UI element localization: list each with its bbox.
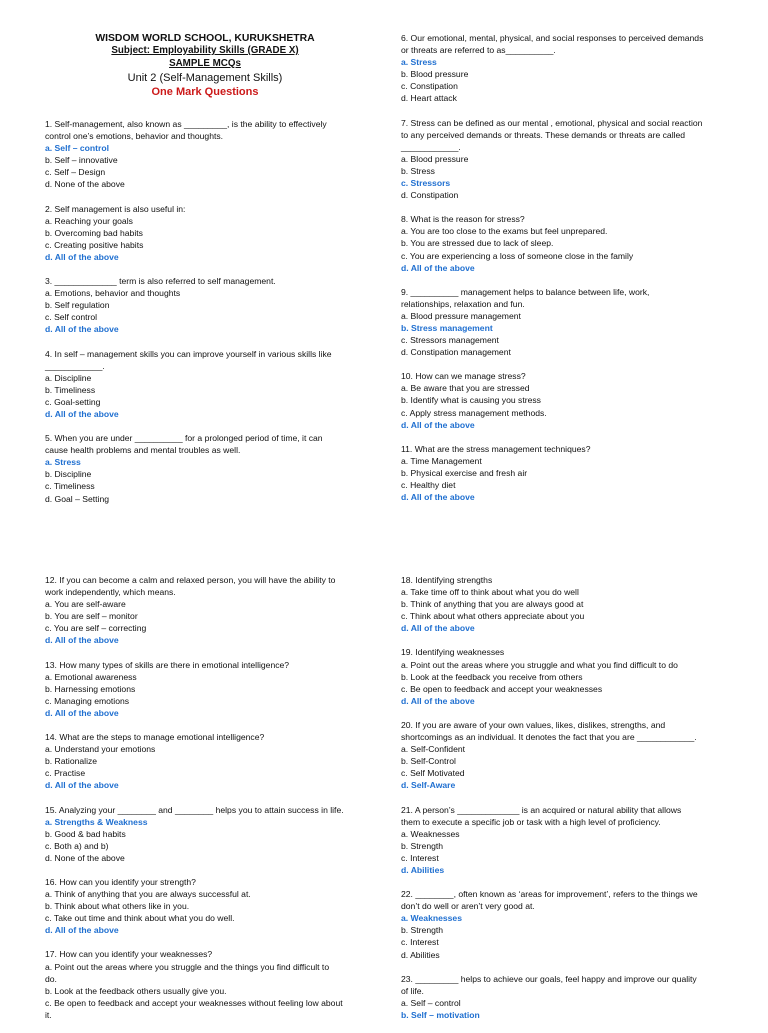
question-line: d. Heart attack [401, 93, 457, 104]
sample-mcqs-title: SAMPLE MCQs [169, 57, 241, 69]
question-line: relationships, relaxation and fun. [401, 298, 525, 309]
question-line: b. Harnessing emotions [45, 683, 136, 694]
question-line: to any perceived demands or threats. These demands or threats are called [401, 129, 686, 140]
question-line: c. Goal-setting [45, 396, 101, 407]
question-block [45, 432, 365, 505]
question-line: b. Self regulation [45, 300, 110, 311]
question-line: b. Strength [401, 925, 444, 936]
question-line: a. You are self-aware [45, 599, 126, 610]
document-header [45, 32, 365, 100]
question-line: a. Point out the areas where you struggle and the things you find difficult to [45, 961, 330, 972]
question-line: control one’s emotions, behavior and thoughts. [45, 131, 224, 142]
question-block [45, 948, 365, 1021]
question-text: 4. In self – management skills you can improve yourself in various skills like [45, 348, 332, 359]
question-line: a. Self-Confident [401, 744, 466, 755]
question-line: a. You are too close to the exams but feel unprepared. [401, 226, 608, 237]
question-text: 1. Self-management, also known as _________, is the ability to effectively [45, 119, 327, 129]
question-line: c. Timeliness [45, 481, 95, 492]
correct-answer: d. All of the above [401, 695, 475, 706]
question-block [45, 876, 365, 936]
question-line: b. Self – innovative [45, 155, 118, 166]
question-line: b. Identify what is causing you stress [401, 395, 541, 406]
question-text: 9. __________ management helps to balance between life, work, [401, 286, 650, 297]
question-line: c. Apply stress management methods. [401, 407, 547, 418]
question-text: 17. How can you identify your weaknesses? [45, 949, 213, 960]
correct-answer: d. All of the above [45, 251, 119, 262]
question-line: b. Strength [401, 840, 444, 851]
question-line: a. Emotions, behavior and thoughts [45, 288, 181, 299]
question-line: work independently, which means. [45, 587, 176, 598]
column-right-bottom [401, 574, 741, 1033]
question-text: 18. Identifying strengths [401, 575, 493, 585]
question-text: 8. What is the reason for stress? [401, 214, 525, 225]
question-text: 10. How can we manage stress? [401, 371, 526, 382]
question-line: ____________. [45, 360, 105, 371]
question-line: a. Blood pressure management [401, 310, 521, 321]
question-text: 14. What are the steps to manage emotional intelligence? [45, 732, 265, 743]
question-line: shortcomings as an individual. It denotes the fact that you are ____________. [401, 732, 697, 743]
question-line: d. None of the above [45, 179, 125, 190]
question-block [45, 118, 365, 191]
correct-answer: b. Self – motivation [401, 1009, 480, 1020]
correct-answer: b. Stress management [401, 322, 493, 333]
question-text: 16. How can you identify your strength? [45, 876, 196, 887]
question-line: a. Reaching your goals [45, 215, 133, 226]
correct-answer: d. All of the above [401, 492, 475, 503]
question-line: d. Constipation management [401, 347, 511, 358]
question-line: a. Be aware that you are stressed [401, 383, 530, 394]
question-block [45, 731, 365, 791]
question-line: c. Be open to feedback and accept your weaknesses [401, 683, 603, 694]
question-text: 19. Identifying weaknesses [401, 647, 505, 658]
question-line: b. Discipline [45, 469, 92, 480]
question-text: 21. A person’s _____________ is an acquired or natural ability that allows [401, 804, 682, 815]
question-block [45, 203, 365, 263]
question-line: c. Stressors management [401, 335, 499, 346]
one-mark-heading: One Mark Questions [151, 86, 259, 98]
question-text: 13. How many types of skills are there in emotional intelligence? [45, 659, 290, 670]
correct-answer: d. All of the above [45, 925, 119, 936]
question-block [401, 32, 741, 105]
question-block [45, 804, 365, 864]
question-line: them to execute a specific job or task with a high level of proficiency. [401, 816, 661, 827]
question-text: 6. Our emotional, mental, physical, and social responses to perceived demands [401, 33, 704, 43]
column-right-top [401, 32, 741, 515]
correct-answer: d. All of the above [45, 324, 119, 335]
question-line: b. Look at the feedback you receive from others [401, 671, 583, 682]
question-text: 2. Self management is also useful in: [45, 203, 186, 214]
question-block [401, 574, 741, 634]
question-text: 7. Stress can be defined as our mental , emotional, physical and social reaction [401, 117, 703, 128]
question-line: d. None of the above [45, 852, 125, 863]
question-line: a. Emotional awareness [45, 671, 137, 682]
unit-title: Unit 2 (Self-Management Skills) [127, 72, 283, 84]
question-line: c. Both a) and b) [45, 840, 109, 851]
correct-answer: d. All of the above [45, 408, 119, 419]
question-line: b. Look at the feedback others usually give you. [45, 985, 227, 996]
question-line: c. Managing emotions [45, 695, 130, 706]
question-line: b. Good & bad habits [45, 828, 126, 839]
question-line: c. You are self – correcting [45, 623, 147, 634]
question-line: c. Take out time and think about what you do well. [45, 913, 235, 924]
question-line: it. [45, 1009, 52, 1020]
question-block [401, 973, 741, 1021]
question-line: ____________. [401, 141, 461, 152]
question-text: 15. Analyzing your ________ and ________ helps you to attain success in life. [45, 804, 344, 815]
question-line: d. Abilities [401, 949, 440, 960]
question-block [401, 443, 741, 503]
question-line: d. Goal – Setting [45, 493, 110, 504]
column-left-top [45, 118, 365, 517]
question-line: a. Self – control [401, 997, 461, 1008]
question-block [401, 719, 741, 792]
question-line: b. Rationalize [45, 756, 98, 767]
question-block [401, 117, 741, 202]
question-line: a. Understand your emotions [45, 744, 156, 755]
correct-answer: d. All of the above [401, 623, 475, 634]
question-line: c. Constipation [401, 81, 458, 92]
question-line: b. You are stressed due to lack of sleep. [401, 238, 554, 249]
subject-line: Subject: Employability Skills (GRADE X) [111, 45, 299, 56]
question-line: c. Interest [401, 937, 439, 948]
question-block [401, 213, 741, 273]
question-line: b. Self-Control [401, 756, 456, 767]
question-block [401, 804, 741, 877]
question-block [45, 659, 365, 719]
question-line: c. Self – Design [45, 167, 106, 178]
question-line: c. Be open to feedback and accept your weaknesses without feeling low about [45, 997, 343, 1008]
correct-answer: d. All of the above [401, 419, 475, 430]
correct-answer: d. Abilities [401, 864, 445, 875]
question-text: 20. If you are aware of your own values, likes, dislikes, strengths, and [401, 719, 666, 730]
correct-answer: d. Self-Aware [401, 780, 456, 791]
question-block [45, 348, 365, 421]
question-block [401, 646, 741, 706]
question-line: a. Weaknesses [401, 828, 460, 839]
question-text: 12. If you can become a calm and relaxed person, you will have the ability to [45, 575, 336, 585]
correct-answer: a. Stress [401, 57, 437, 68]
question-block [45, 574, 365, 647]
correct-answer: a. Stress [45, 457, 81, 468]
correct-answer: a. Self – control [45, 143, 109, 154]
question-line: c. Self Motivated [401, 768, 465, 779]
question-line: d. Constipation [401, 190, 459, 201]
question-text: 3. _____________ term is also referred to self management. [45, 276, 276, 287]
question-text: 5. When you are under __________ for a prolonged period of time, it can [45, 433, 323, 444]
question-block [45, 275, 365, 335]
question-line: a. Discipline [45, 372, 92, 383]
question-line: c. Think about what others appreciate about you [401, 611, 585, 622]
question-line: b. Stress [401, 165, 435, 176]
question-line: a. Blood pressure [401, 153, 469, 164]
question-text: 22. ________, often known as ‘areas for improvement’, refers to the things we [401, 889, 698, 900]
question-line: a. Time Management [401, 455, 482, 466]
question-line: don’t do well or aren’t very good at. [401, 901, 535, 912]
school-name: WISDOM WORLD SCHOOL, KURUKSHETRA [95, 33, 315, 44]
question-line: c. Healthy diet [401, 480, 456, 490]
question-text: 23. _________ helps to achieve our goals, feel happy and improve our quality [401, 973, 697, 984]
question-line: c. Self control [45, 312, 98, 323]
question-line: a. Take time off to think about what you do well [401, 587, 579, 598]
question-line: a. Point out the areas where you struggle and what you find difficult to do [401, 659, 678, 670]
question-text: 11. What are the stress management techniques? [401, 443, 591, 454]
question-line: c. Practise [45, 768, 86, 779]
question-line: c. You are experiencing a loss of someone close in the family [401, 250, 634, 261]
question-line: b. Physical exercise and fresh air [401, 467, 528, 478]
correct-answer: a. Strengths & Weakness [45, 816, 148, 827]
question-line: b. Blood pressure [401, 69, 469, 80]
question-line: cause health problems and mental troubles as well. [45, 445, 241, 456]
question-line: b. Overcoming bad habits [45, 227, 143, 238]
question-line: b. You are self – monitor [45, 611, 138, 622]
correct-answer: d. All of the above [45, 707, 119, 718]
question-line: c. Creating positive habits [45, 239, 144, 250]
question-line: of life. [401, 985, 424, 996]
correct-answer: d. All of the above [401, 262, 475, 273]
question-line: do. [45, 973, 57, 984]
question-line: c. Interest [401, 852, 439, 863]
question-block [401, 888, 741, 961]
column-left-bottom [45, 574, 365, 1033]
question-line: a. Think of anything that you are always successful at. [45, 889, 251, 900]
question-line: b. Timeliness [45, 384, 96, 395]
question-line: b. Think about what others like in you. [45, 901, 190, 912]
correct-answer: a. Weaknesses [401, 913, 462, 924]
correct-answer: d. All of the above [45, 635, 119, 646]
question-line: or threats are referred to as__________. [401, 45, 556, 56]
question-block [401, 286, 741, 359]
correct-answer: d. All of the above [45, 780, 119, 791]
correct-answer: c. Stressors [401, 178, 451, 189]
question-block [401, 370, 741, 430]
question-line: b. Think of anything that you are always good at [401, 599, 584, 610]
